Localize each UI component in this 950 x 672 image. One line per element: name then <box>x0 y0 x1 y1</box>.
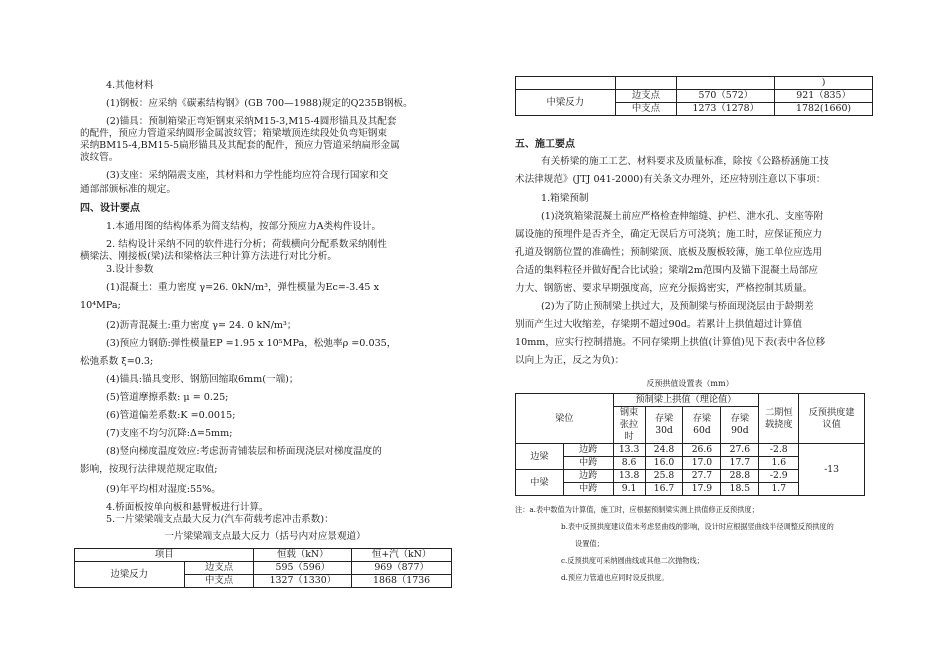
section-heading: 4.其他材料 <box>106 80 154 91</box>
table-cell: 27.6 <box>721 444 759 457</box>
paragraph-line: 以向上为正，反之为负)： <box>515 355 625 366</box>
paragraph: 3.设计参数 <box>106 264 154 275</box>
table-row <box>516 444 865 457</box>
paragraph-line: 合适的集料粒径并做好配合比试验；梁端2m范围内及锚下混凝土局部应 <box>515 265 819 276</box>
paragraph-line: 力大、钢筋密、要求早期强度高，应充分振捣密实，严格控制其质量。 <box>515 283 813 294</box>
paragraph-line: (3)支座：采纳隔震支座，其材料和力学性能均应符合现行国家和交 <box>106 170 389 181</box>
paragraph: 5.一片梁梁端支点最大反力(汽车荷载考虑冲击系数)： <box>106 514 334 525</box>
paragraph-line: 有关桥梁的施工工艺、材料要求及质量标准，除按《公路桥涵施工技 <box>541 156 829 167</box>
note-line: 设置值； <box>575 539 604 548</box>
col-header-tension: 钢束 张拉 时 <box>613 407 645 444</box>
table-header: 项目 <box>75 549 254 562</box>
table-cell: 1327（1330） <box>254 575 352 588</box>
param-line: (4)锚具:锚具变形、钢筋回缩取6mm(一端)； <box>106 374 299 385</box>
reaction-table <box>74 548 452 588</box>
reaction-table-continued <box>515 76 873 116</box>
table-cell: 595（596） <box>254 562 352 575</box>
param-line: (2)沥青混凝土:重力密度 γ= 24. 0 kN/m³； <box>106 320 297 331</box>
paragraph-line: 术法律规范》(JTJ 041-2000)有关条文办理外，还应特别注意以下事项： <box>515 174 826 185</box>
paragraph-line: 波纹管。 <box>80 152 119 163</box>
span-label: 边跨 <box>563 444 613 457</box>
table-cell: 18.5 <box>721 483 759 496</box>
table-cell: 24.8 <box>645 444 683 457</box>
table-cell: 8.6 <box>613 457 645 470</box>
paragraph: 1.本通用图的结构体系为简支结构，按部分预应力A类构件设计。 <box>106 221 382 232</box>
table-caption: 反预拱值设置表（mm） <box>646 379 734 388</box>
col-header-beam: 梁位 <box>516 394 614 444</box>
camber-table <box>515 393 865 496</box>
table-cell: 中支点 <box>184 575 254 588</box>
param-line: 松弛系数 ξ=0.3; <box>80 356 154 367</box>
table-cell: -2.9 <box>759 470 799 483</box>
table-cell: 17.0 <box>683 457 721 470</box>
table-cell: 25.8 <box>645 470 683 483</box>
beam-label: 中梁 <box>516 470 564 496</box>
row-label: 中梁反力 <box>516 90 616 116</box>
param-line: (7)支座不均匀沉降:Δ=5mm; <box>106 428 233 439</box>
table-cell: 27.7 <box>683 470 721 483</box>
paragraph-line: 属设施的预埋件是否齐全，确定无误后方可浇筑；施工时，应保证预应力 <box>515 229 822 240</box>
param-line: 10⁴MPa; <box>80 300 121 311</box>
span-label: 中跨 <box>563 483 613 496</box>
paragraph-line: 采纳BM15-4,BM15-5扁形锚具及其配套的配件，预应力管道采纳扁形金属 <box>80 140 400 151</box>
table-cell: 边支点 <box>615 90 677 103</box>
table-cell: 1868（1736 <box>352 575 452 588</box>
table-cell: 1.7 <box>759 483 799 496</box>
row-label: 边梁反力 <box>75 562 185 588</box>
col-header-90d: 存梁 90d <box>721 407 759 444</box>
param-line: (5)管道摩擦系数: μ = 0.25; <box>106 392 229 403</box>
table-caption: 一片梁梁端支点最大反力（括号内对应景观道） <box>164 531 366 542</box>
paragraph: 4.桥面板按单向板和悬臂板进行计算。 <box>106 502 269 513</box>
paragraph-line: (1)浇筑箱梁混凝土前应严格检查伸缩缝、护栏、泄水孔、支座等附 <box>541 211 824 222</box>
table-header: 恒载（kN） <box>254 549 352 562</box>
paragraph-line: 2. 结构设计采纳不同的软件进行分析；荷载横向分配系数采纳刚性 <box>106 239 387 250</box>
table-cell: 1273（1278） <box>677 103 775 116</box>
paragraph-line: 孔道及钢筋位置的准确性；预制梁顶、底板及腹板较薄，施工单位应选用 <box>515 247 822 258</box>
table-cell: 16.7 <box>645 483 683 496</box>
paragraph: (1)钢板：应采纳《碳素结构钢》(GB 700—1988)规定的Q235B钢板。 <box>106 98 413 109</box>
paragraph-line: (2)锚具：预制箱梁正弯矩钢束采纳M15-3,M15-4圆形锚具及其配套 <box>106 116 397 127</box>
table-cell: 969（877） <box>352 562 452 575</box>
table-cell: 中支点 <box>615 103 677 116</box>
paragraph-line: 的配件，预应力管道采纳圆形金属波纹管；箱梁墩顶连续段处负弯矩钢束 <box>80 128 387 139</box>
paragraph-line: 横梁法、刚接板(梁)法和梁格法三种计算方法进行对比分析。 <box>80 251 337 262</box>
table-cell: 570（572） <box>677 90 775 103</box>
paragraph-line: 通部部颁标准的规定。 <box>80 184 176 195</box>
param-line: (9)年平均相对湿度:55%。 <box>106 484 221 495</box>
param-line: (3)预应力钢筋:弹性模量EP =1.95 x 10⁵MPa，松弛率ρ =0.035， <box>106 338 397 349</box>
note-line: b.表中反预拱度建议值未考虑竖曲线的影响，设计时应根据竖曲线半径调整反预拱度的 <box>561 522 834 531</box>
col-header-60d: 存梁 60d <box>683 407 721 444</box>
table-cell: -2.8 <box>759 444 799 457</box>
beam-label: 边梁 <box>516 444 564 470</box>
table-cell: 13.8 <box>613 470 645 483</box>
span-label: 边跨 <box>563 470 613 483</box>
paragraph-line: 别而产生过大收缩差，存梁期不超过90d。若累计上拱值超过计算值 <box>515 319 802 330</box>
section-title: 五、施工要点 <box>515 139 575 150</box>
table-cell: 边支点 <box>184 562 254 575</box>
table-cell: ) <box>775 77 873 90</box>
table-cell: 28.8 <box>721 470 759 483</box>
table-cell: 1.6 <box>759 457 799 470</box>
param-line: (6)管道偏差系数:K =0.0015; <box>106 410 236 421</box>
table-cell: 26.6 <box>683 444 721 457</box>
paragraph-line: (2)为了防止预制梁上拱过大，及预制梁与桥面现浇层由于龄期差 <box>541 301 814 312</box>
param-line: (8)竖向梯度温度效应:考虑沥青铺装层和桥面现浇层对梯度温度的 <box>106 446 382 457</box>
col-header-suggest: 反预拱度建 议值 <box>799 394 865 444</box>
param-line: (1)混凝土：重力密度 γ=26. 0kN/m³，弹性模量为Ec=-3.45 x <box>106 282 379 293</box>
table-cell: 9.1 <box>613 483 645 496</box>
note-line: c.反预拱度可采纳圆曲线或其他二次抛物线； <box>561 556 704 565</box>
table-cell: 17.7 <box>721 457 759 470</box>
table-row <box>516 90 873 103</box>
note-line: d.预应力管道也应同时设反拱度。 <box>561 573 669 582</box>
param-line: 影响，按现行法律规范规定取值; <box>80 464 218 475</box>
paragraph: 1.箱梁预制 <box>541 193 589 204</box>
span-label: 中跨 <box>563 457 613 470</box>
table-cell: 1782(1660) <box>775 103 873 116</box>
col-header-30d: 存梁 30d <box>645 407 683 444</box>
col-header-second-dead: 二期恒 载挠度 <box>759 394 799 444</box>
note-line: 注：a.表中数值为计算值，施工时，应根据预制梁实测上拱值修正反预拱度； <box>515 505 759 514</box>
paragraph-line: 10mm，应实行控制措施。不同存梁期上拱值(计算值)见下表(表中各位移 <box>515 337 826 348</box>
table-cell: 16.0 <box>645 457 683 470</box>
table-cell: 17.9 <box>683 483 721 496</box>
table-header: 恒+汽（kN） <box>352 549 452 562</box>
table-row <box>75 562 452 575</box>
suggest-value: -13 <box>799 444 865 496</box>
table-cell: 921（835） <box>775 90 873 103</box>
col-header-group: 预制梁上拱值（理论值） <box>613 394 759 407</box>
table-cell: 13.3 <box>613 444 645 457</box>
section-title: 四、设计要点 <box>80 203 140 214</box>
